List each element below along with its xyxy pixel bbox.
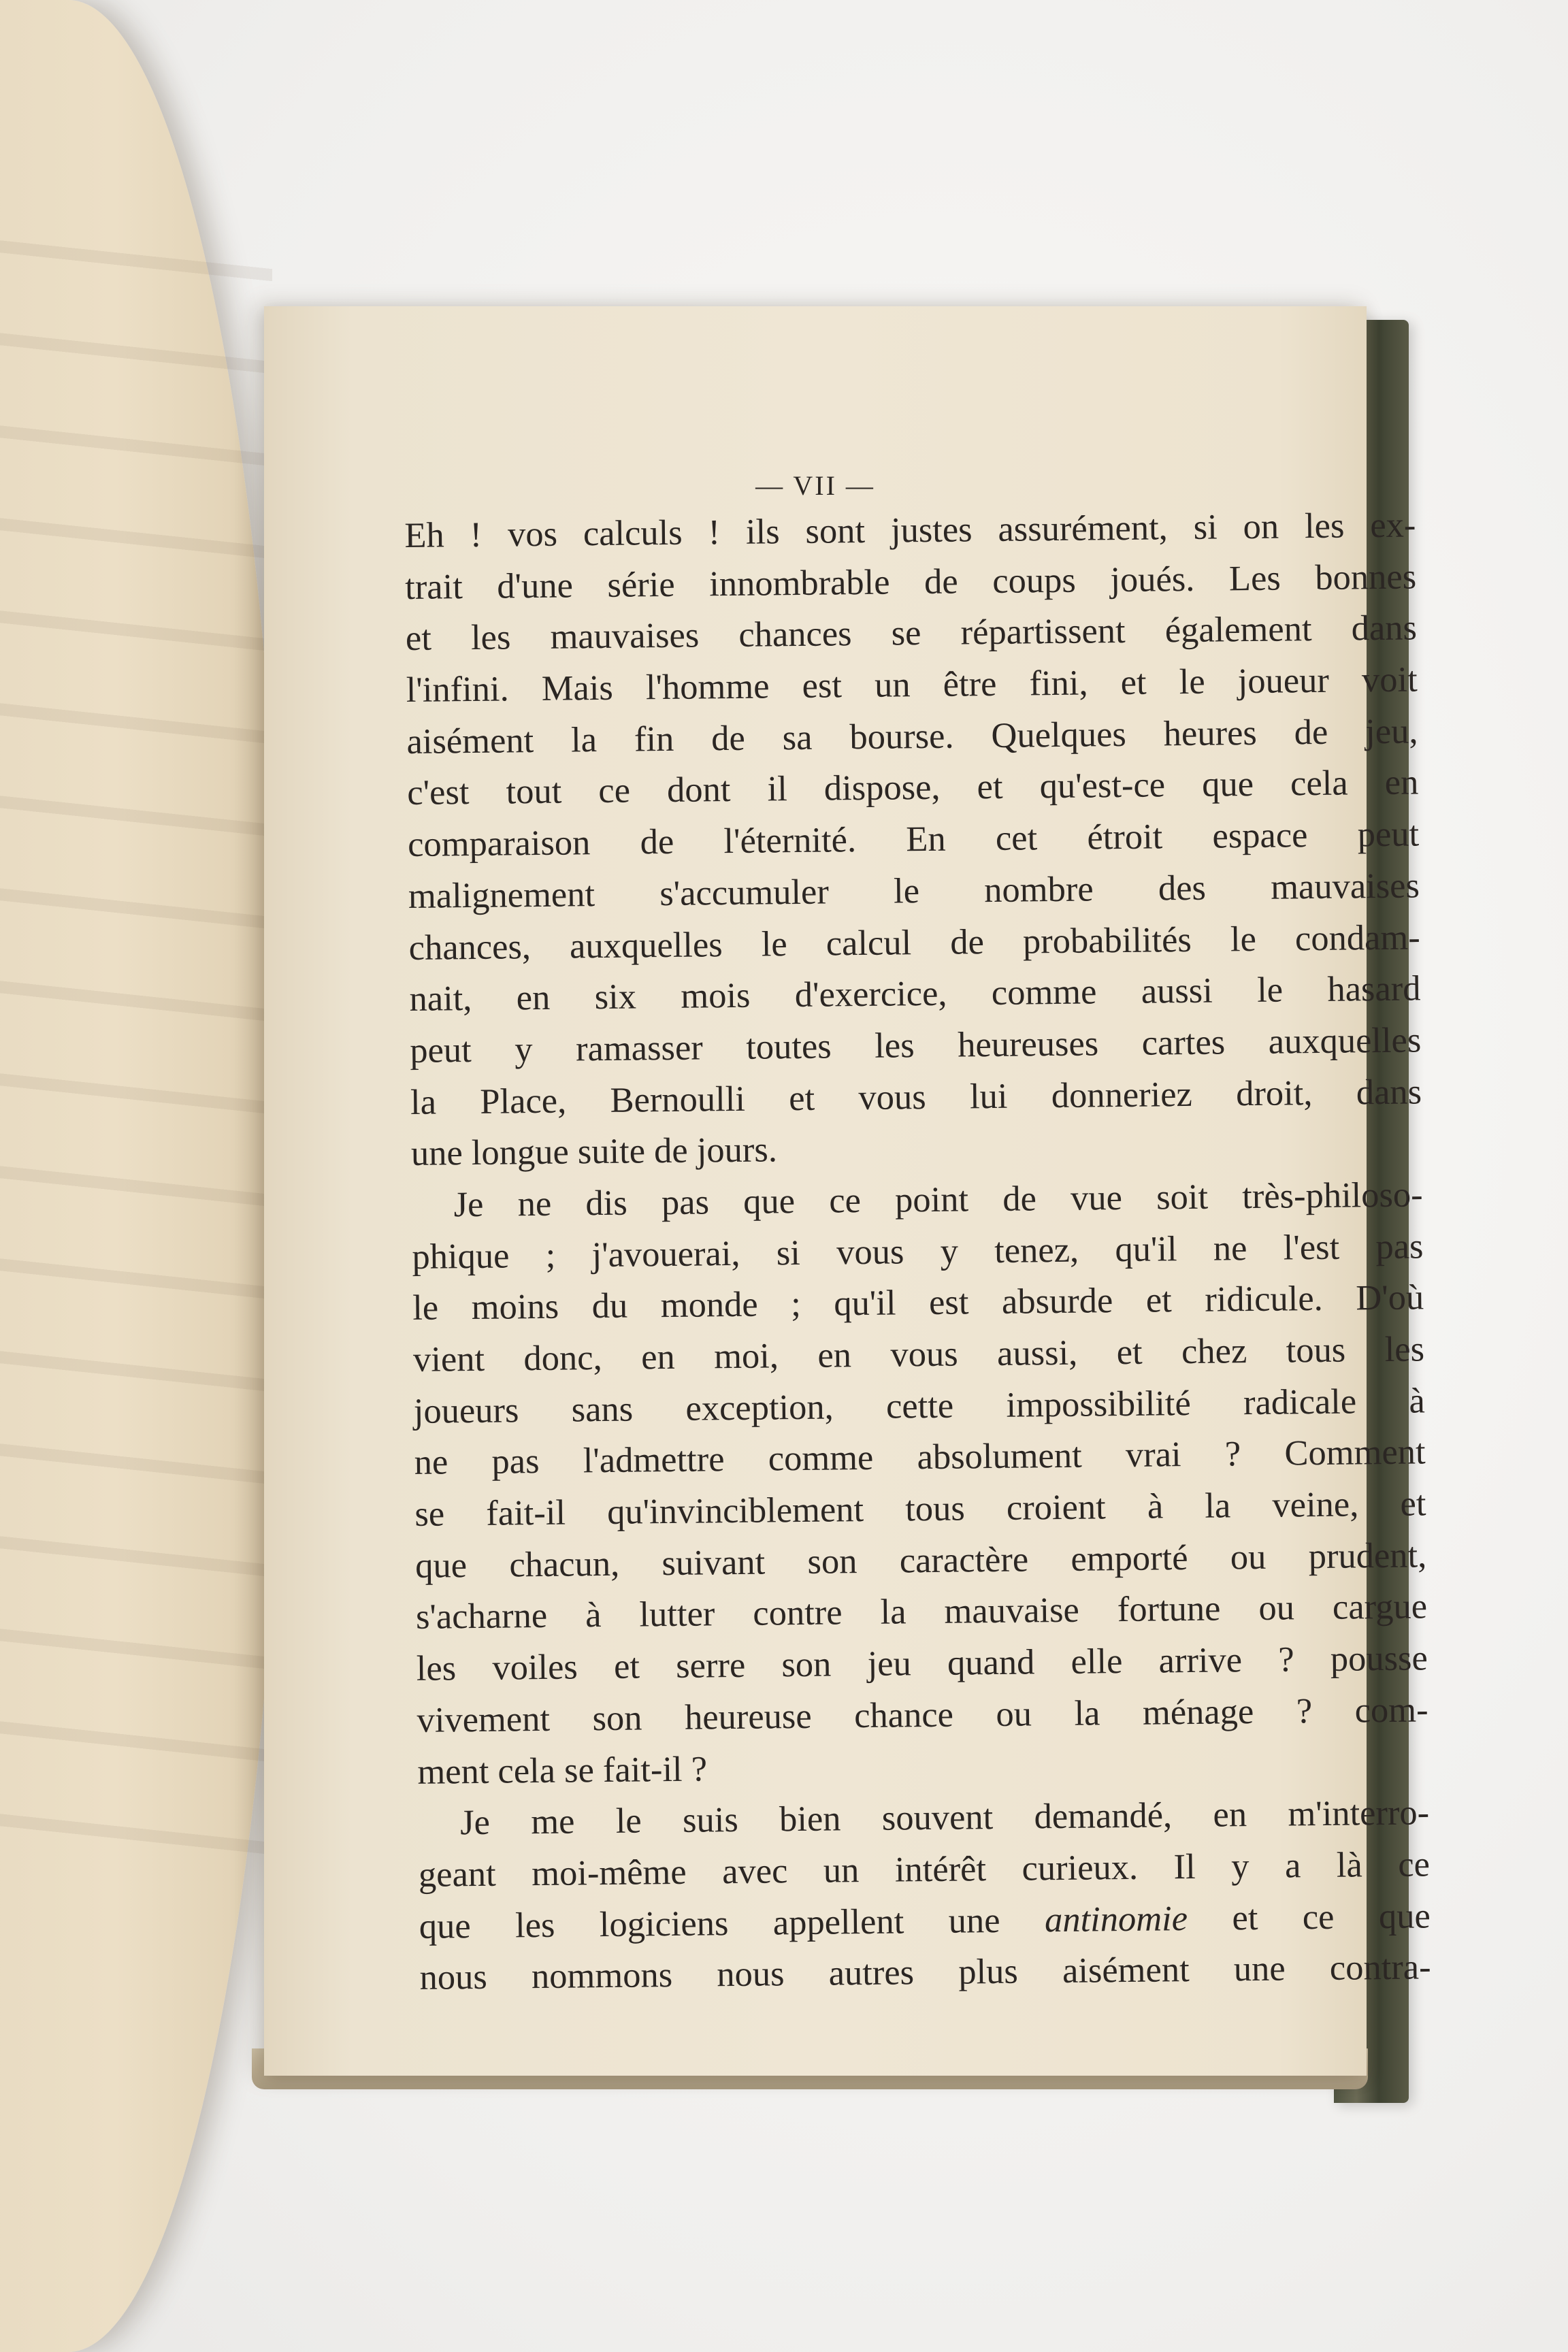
- text-line: chances, auxquelles le calcul de probabilités le condam-: [408, 917, 1420, 968]
- text-line: l'infini. Mais l'homme est un être fini, et le joueur voit: [406, 659, 1418, 710]
- text-line: c'est tout ce dont il dispose, et qu'est-ce que cela en: [407, 762, 1419, 813]
- text-line: que chacun, suivant son caractère emporté ou prudent,: [414, 1535, 1427, 1586]
- text-line: Eh ! vos calculs ! ils sont justes assurément, si on les ex-: [404, 505, 1416, 555]
- text-line: les voiles et serre son jeu quand elle arrive ? pousse: [416, 1638, 1428, 1689]
- left-page-blurred-text: [0, 187, 272, 1923]
- text-line: vient donc, en moi, en vous aussi, et chez tous les: [412, 1329, 1425, 1379]
- italic-term: antinomie: [1044, 1898, 1188, 1940]
- text-fragment: que les logiciens appellent une: [419, 1899, 1045, 1946]
- text-line: la Place, Bernoulli et vous lui donneriez droit, dans: [410, 1071, 1422, 1122]
- text-line: s'acharne à lutter contre la mauvaise fortune ou cargue: [415, 1586, 1428, 1637]
- text-line: nait, en six mois d'exercice, comme aussi le hasard: [409, 968, 1421, 1019]
- book-page: [264, 306, 1431, 2076]
- text-line: aisément la fin de sa bourse. Quelques heures de jeu,: [406, 711, 1418, 762]
- text-fragment: et ce que: [1187, 1895, 1431, 1938]
- text-line: trait d'une série innombrable de coups joués. Les bonnes: [404, 557, 1417, 607]
- text-line: se fait-il qu'invinciblement tous croient à la veine, et: [414, 1484, 1426, 1534]
- text-line: le moins du monde ; qu'il est absurde et ridicule. D'où: [412, 1277, 1424, 1328]
- text-line: geant moi-même avec un intérêt curieux. Il y a là ce: [418, 1844, 1431, 1895]
- text-line: joueurs sans exception, cette impossibilité radicale à: [413, 1381, 1426, 1431]
- text-line: une longue suite de jours.: [410, 1130, 778, 1174]
- page-number-header: — VII —: [755, 470, 875, 501]
- text-line: ne pas l'admettre comme absolument vrai ? Comment: [414, 1432, 1426, 1483]
- text-line: phique ; j'avouerai, si vous y tenez, qu'il ne l'est pas: [412, 1226, 1424, 1277]
- text-line: comparaison de l'éternité. En cet étroit espace peut: [407, 814, 1420, 865]
- text-line: malignement s'accumuler le nombre des mauvaises: [408, 866, 1420, 916]
- text-line: peut y ramasser toutes les heureuses cartes auxquelles: [410, 1020, 1422, 1071]
- text-line: Je me le suis bien souvent demandé, en m'interro-: [459, 1793, 1430, 1843]
- text-line: Je ne dis pas que ce point de vue soit très-philoso-: [453, 1175, 1423, 1225]
- text-line: ment cela se fait-il ?: [417, 1748, 708, 1792]
- text-line: vivement son heureuse chance ou la ménage ? com-: [416, 1690, 1428, 1740]
- text-line: et les mauvaises chances se répartissent également dans: [405, 608, 1418, 659]
- text-line: nous nommons nous autres plus aisément une contra-: [419, 1947, 1431, 1998]
- page-text: [404, 500, 1431, 2004]
